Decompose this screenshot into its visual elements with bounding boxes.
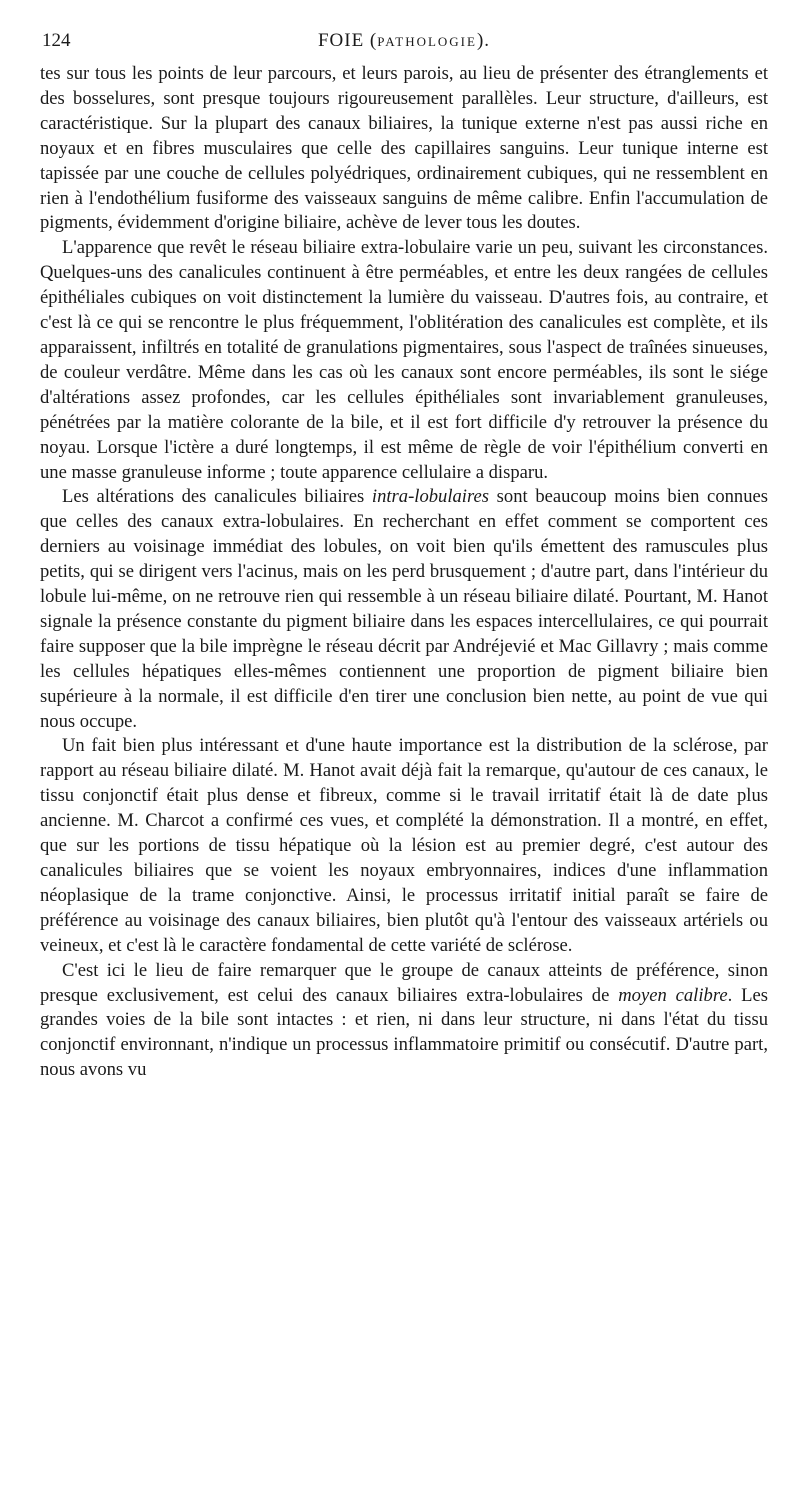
body-text [40,62,768,1083]
paragraph-text: sont beaucoup moins bien connues que celles des canaux extra-lobulaires. En recherchant en effet comment se comportent ces derniers au voisinage immédiat des lobules, on voit bien qu'ils émettent des ramuscules plus petits, qui se dirigent vers l'acinus, mais on les perd brusquement ; d'autre part, dans l'intérieur du lobule lui-même, on ne retrouve rien qui ressemble à un réseau biliaire dilaté. Pourtant, M. Hanot signale la présence constante du pigment biliaire dans les espaces intercellulaires, ce qui pourrait faire supposer que la bile imprègne le réseau décrit par Andréjevié et Mac Gillavry ; mais comme les cellules hépatiques elles-mêmes contiennent une proportion de pigment biliaire bien supérieure à la normale, il est difficile d'en tirer une conclusion bien nette, au point de vue qui nous occupe. [40,486,768,732]
paragraph-text: L'apparence que revêt le réseau biliaire extra-lobulaire varie un peu, suivant les circonstances. Quelques-uns des canalicules continuent à être perméables, et entre les deux rangées de cellules épithéliales cubiques on voit distinctement la lumière du vaisseau. D'autres fois, au contraire, et c'est là ce qui se rencontre le plus fréquemment, l'oblitération des canalicules est complète, et ils apparaissent, infiltrés en totalité de granulations pigmentaires, sous l'aspect de traînées sinueuses, de couleur verdâtre. Même dans les cas où les canaux sont encore perméables, ils sont le siége d'altérations assez profondes, car les cellules épithéliales sont invariablement granuleuses, pénétrées par la matière colorante de la bile, et il est fort difficile d'y retrouver la présence du noyau. Lorsque l'ictère a duré longtemps, il est même de règle de voir l'épithélium converti en une masse granuleuse informe ; toute apparence cellulaire a disparu. [40,237,768,483]
running-title [40,26,768,57]
paragraph-sclerosis-distribution [40,734,768,958]
paragraph-intra-lobular-alterations [40,485,768,734]
running-title-subject: PATHOLOGIE [377,34,477,49]
paragraph-text: C'est ici le lieu de faire remarquer que le groupe de canaux atteints de préférence, sinon presque exclusivement, est celui des canaux biliaires extra-lobulaires de [40,959,768,1006]
running-title-end: ). [476,30,491,51]
paragraph-text: tes sur tous les points de leur parcours, et leurs parois, au lieu de présenter des étranglements et des bosselures, sont presque toujours rigoureusement parallèles. Leur structure, d'ailleurs, est caractéristique. Sur la plupart des canaux biliaires, la tunique externe n'est pas aussi riche en noyaux et en fibres musculaires que celle des capillaires sanguins. Leur tunique interne est tapissée par une couche de cellules polyédriques, ordinairement cubiques, qui ne ressemblent en rien à l'endothélium fusiforme des vaisseaux sanguins de même calibre. Enfin l'accumulation de pigments, évidemment d'origine biliaire, achève de lever tous les doutes. [40,63,768,234]
paragraph-extra-lobular-network [40,236,768,485]
paragraph-text: . Les grandes voies de la bile sont intactes : et rien, ni dans leur structure, ni dans l'état du tissu conjonctif environnant, n'indique un processus inflammatoire primitif ou consécutif. D'autre part, nous avons vu [40,984,769,1081]
paragraph-canal-groups [40,959,768,1084]
running-title-main: FOIE ( [317,30,378,51]
document-page [40,26,768,1083]
paragraph-text: Un fait bien plus intéressant et d'une haute importance est la distribution de la sclérose, par rapport au réseau biliaire dilaté. M. Hanot avait déjà fait la remarque, qu'autour de ces canaux, le tissu conjonctif était plus dense et fibreux, comme si le travail irritatif était là de date plus ancienne. M. Charcot a confirmé ces vues, et complété la démonstration. Il a montré, en effet, que sur les portions de tissu hépatique où la lésion est au premier degré, c'est autour des canalicules biliaires que se voient les noyaux embryonnaires, indices d'une inflammation néoplasique de la trame conjonctive. Ainsi, le processus irritatif initial paraît se faire de préférence au voisinage des canaux biliaires, bien plutôt qu'à l'entour des vaisseaux artériels ou veineux, et c'est là le caractère fondamental de cette variété de sclérose. [40,735,768,956]
paragraph-continuation [40,62,768,236]
paragraph-text: Les altérations des canalicules biliaires [62,486,372,508]
page-number: 124 [42,30,71,51]
italic-term: moyen calibre [618,984,728,1006]
running-header [40,26,768,56]
italic-term: intra-lobulaires [371,486,489,508]
